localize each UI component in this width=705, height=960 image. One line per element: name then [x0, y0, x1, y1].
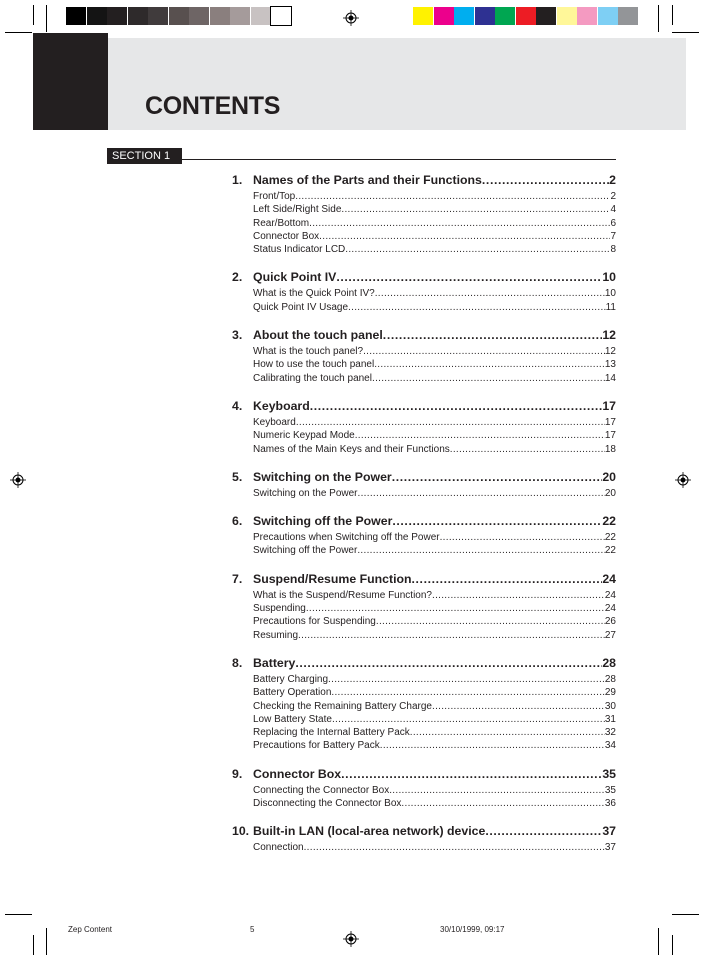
entry-page: 6: [610, 217, 616, 229]
gray-swatch: [271, 7, 291, 25]
toc-entry[interactable]: [253, 203, 616, 216]
toc-chapter: [232, 398, 616, 456]
entry-page: 13: [604, 359, 616, 371]
toc-entry[interactable]: [253, 784, 616, 797]
entry-title: Precautions for Battery Pack: [253, 740, 380, 752]
chapter-page: 35: [602, 766, 616, 781]
dot-leader: [355, 429, 605, 442]
toc-entry[interactable]: [253, 531, 616, 544]
entry-page: 29: [604, 687, 616, 699]
toc-chapter: [232, 327, 616, 385]
dot-leader: [380, 739, 605, 752]
color-swatch: [536, 7, 556, 25]
entry-page: 22: [604, 532, 616, 544]
chapter-title: Quick Point IV: [253, 270, 337, 285]
chapter-items: [253, 531, 616, 558]
dot-leader: [348, 301, 606, 314]
crop-mark: [46, 928, 47, 955]
gray-swatch: [210, 7, 230, 25]
entry-title: Quick Point IV Usage: [253, 301, 349, 313]
toc-chapter: [232, 766, 616, 811]
chapter-title: Switching off the Power: [253, 514, 393, 529]
dot-leader: [372, 372, 605, 385]
entry-title: Left Side/Right Side: [253, 204, 342, 216]
dot-leader: [450, 443, 605, 456]
entry-page: 35: [604, 784, 616, 796]
chapter-items: [253, 589, 616, 642]
entry-page: 4: [610, 204, 616, 216]
chapter-title: Suspend/Resume Function: [253, 571, 412, 586]
toc-entry[interactable]: [253, 589, 616, 602]
toc-entry[interactable]: [253, 372, 616, 385]
dot-leader: [363, 345, 605, 358]
crop-mark: [672, 935, 673, 955]
chapter-page: 37: [602, 824, 616, 839]
entry-title: Low Battery State: [253, 713, 332, 725]
chapter-number: 5.: [232, 469, 243, 484]
crop-mark: [46, 5, 47, 32]
crop-mark: [5, 32, 32, 33]
chapter-number: 7.: [232, 571, 243, 586]
toc-entry[interactable]: [253, 797, 616, 810]
toc-chapter: [232, 655, 616, 753]
toc-chapter-row[interactable]: [232, 766, 616, 783]
color-swatch: [413, 7, 433, 25]
entry-title: Disconnecting the Connector Box: [253, 798, 402, 810]
entry-title: Resuming: [253, 629, 299, 641]
color-swatch: [454, 7, 474, 25]
gray-swatch: [66, 7, 86, 25]
entry-page: 11: [605, 301, 616, 313]
toc-entry[interactable]: [253, 217, 616, 230]
crop-mark: [658, 928, 659, 955]
color-swatch: [516, 7, 536, 25]
chapter-title: Switching on the Power: [253, 469, 392, 484]
entry-page: 24: [604, 589, 616, 601]
dot-leader: [383, 327, 603, 344]
registration-mark-icon: [10, 472, 26, 488]
entry-title: Battery Operation: [253, 687, 332, 699]
dot-leader: [310, 398, 603, 415]
toc-entry[interactable]: [253, 416, 616, 429]
dot-leader: [309, 217, 610, 230]
gray-swatch: [251, 7, 271, 25]
entry-page: 31: [604, 713, 616, 725]
color-swatch: [618, 7, 638, 25]
chapter-items: [253, 287, 616, 314]
dot-leader: [358, 487, 605, 500]
toc-entry[interactable]: [253, 602, 616, 615]
crop-mark: [33, 5, 34, 25]
dot-leader: [298, 629, 605, 642]
entry-page: 32: [604, 727, 616, 739]
toc-entry[interactable]: [253, 700, 616, 713]
chapter-number: 9.: [232, 766, 243, 781]
chapter-items: [253, 487, 616, 500]
dot-leader: [412, 571, 603, 588]
dot-leader: [332, 713, 605, 726]
entry-page: 24: [604, 603, 616, 615]
footer-file-name: Zep Content: [68, 925, 113, 934]
dot-leader: [374, 358, 605, 371]
chapter-number: 10.: [232, 824, 250, 839]
crop-mark: [672, 32, 699, 33]
footer-page-number: 5: [250, 925, 255, 934]
toc-entry[interactable]: [253, 358, 616, 371]
chapter-items: [253, 190, 616, 256]
crop-mark: [658, 5, 659, 32]
entry-page: 26: [604, 616, 616, 628]
entry-title: Connecting the Connector Box: [253, 784, 390, 796]
header-band: [33, 38, 686, 130]
entry-title: Names of the Main Keys and their Functions: [253, 443, 450, 455]
toc-chapter: [232, 172, 616, 256]
registration-mark-icon: [343, 10, 359, 26]
crop-mark: [5, 914, 32, 915]
entry-title: Calibrating the touch panel: [253, 372, 372, 384]
registration-mark-icon: [343, 931, 359, 947]
toc-entry[interactable]: [253, 686, 616, 699]
entry-title: Precautions when Switching off the Power: [253, 532, 440, 544]
dot-leader: [295, 655, 602, 672]
crop-mark: [33, 935, 34, 955]
dot-leader: [306, 602, 605, 615]
color-swatch: [495, 7, 515, 25]
dot-leader: [341, 203, 610, 216]
toc-entry[interactable]: [253, 230, 616, 243]
gray-swatch: [87, 7, 107, 25]
chapter-number: 4.: [232, 398, 243, 413]
registration-mark-icon: [675, 472, 691, 488]
dot-leader: [341, 766, 602, 783]
gray-swatch: [128, 7, 148, 25]
dot-leader: [375, 287, 605, 300]
footer-timestamp: 30/10/1999, 09:17: [440, 925, 505, 934]
toc-entry[interactable]: [253, 841, 616, 854]
entry-page: 30: [604, 700, 616, 712]
toc-chapter: [232, 513, 616, 558]
gray-swatch: [148, 7, 168, 25]
chapter-title: Connector Box: [253, 766, 342, 781]
toc-chapter-row[interactable]: [232, 655, 616, 672]
dot-leader: [376, 615, 605, 628]
toc-entry[interactable]: [253, 443, 616, 456]
entry-title: Precautions for Suspending: [253, 616, 376, 628]
entry-page: 22: [604, 545, 616, 557]
toc-entry[interactable]: [253, 615, 616, 628]
chapter-number: 1.: [232, 173, 243, 187]
entry-page: 10: [604, 288, 616, 300]
dot-leader: [296, 416, 605, 429]
toc-entry[interactable]: [253, 713, 616, 726]
toc-chapter-row[interactable]: [232, 327, 616, 344]
chapter-items: [253, 841, 616, 854]
entry-page: 34: [604, 740, 616, 752]
dot-leader: [304, 841, 605, 854]
color-swatch: [475, 7, 495, 25]
chapter-number: 3.: [232, 328, 243, 343]
toc-chapter-row[interactable]: [232, 571, 616, 588]
dot-leader: [357, 544, 605, 557]
entry-title: Battery Charging: [253, 673, 329, 685]
dot-leader: [401, 797, 604, 810]
entry-page: 17: [604, 416, 616, 428]
entry-title: Checking the Remaining Battery Charge: [253, 700, 432, 712]
dot-leader: [319, 230, 610, 243]
color-swatch: [598, 7, 618, 25]
toc-entry[interactable]: [253, 190, 616, 203]
entry-page: 7: [610, 230, 616, 242]
dot-leader: [482, 172, 609, 189]
toc-entry[interactable]: [253, 429, 616, 442]
dot-leader: [389, 784, 605, 797]
dot-leader: [410, 726, 605, 739]
entry-page: 36: [604, 798, 616, 810]
entry-page: 37: [604, 842, 616, 854]
toc-entry[interactable]: [253, 301, 616, 314]
toc-chapter-row[interactable]: [232, 398, 616, 415]
dot-leader: [440, 531, 605, 544]
entry-page: 14: [604, 372, 616, 384]
dot-leader: [328, 673, 605, 686]
dot-leader: [432, 589, 605, 602]
chapter-title: Battery: [253, 655, 296, 670]
toc-chapter-row[interactable]: [232, 269, 616, 286]
chapter-items: [253, 673, 616, 753]
chapter-number: 8.: [232, 655, 243, 670]
toc-chapter-row[interactable]: [232, 823, 616, 840]
chapter-title: Built-in LAN (local-area network) device: [253, 824, 486, 839]
chapter-page: 24: [602, 571, 616, 586]
header-tab: [33, 33, 108, 130]
toc-entry[interactable]: [253, 243, 616, 256]
toc-chapter: [232, 269, 616, 314]
entry-page: 8: [610, 244, 616, 256]
entry-page: 20: [604, 487, 616, 499]
color-swatch: [557, 7, 577, 25]
gray-swatch: [107, 7, 127, 25]
gray-swatch: [169, 7, 189, 25]
dot-leader: [485, 823, 602, 840]
entry-title: Suspending: [253, 603, 306, 615]
entry-title: How to use the touch panel: [253, 359, 375, 371]
color-swatch: [577, 7, 597, 25]
crop-mark: [672, 5, 673, 25]
toc-entry[interactable]: [253, 673, 616, 686]
chapter-items: [253, 416, 616, 456]
chapter-page: 2: [609, 173, 616, 187]
entry-page: 28: [604, 673, 616, 685]
toc-chapter-row[interactable]: [232, 513, 616, 530]
entry-title: Numeric Keypad Mode: [253, 430, 355, 442]
page-title: CONTENTS: [145, 92, 281, 120]
toc-entry[interactable]: [253, 739, 616, 752]
entry-title: Switching on the Power: [253, 487, 358, 499]
chapter-number: 6.: [232, 514, 243, 529]
table-of-contents: [232, 172, 616, 868]
entry-page: 27: [604, 629, 616, 641]
toc-chapter-row[interactable]: [232, 469, 616, 486]
dot-leader: [336, 269, 602, 286]
toc-entry[interactable]: [253, 487, 616, 500]
gray-swatch: [189, 7, 209, 25]
toc-entry[interactable]: [253, 287, 616, 300]
entry-title: Keyboard: [253, 416, 296, 428]
toc-chapter-row[interactable]: [232, 172, 616, 189]
chapter-page: 17: [602, 398, 616, 413]
section-label: SECTION 1: [107, 148, 182, 164]
entry-title: Switching off the Power: [253, 545, 358, 557]
entry-title: What is the Quick Point IV?: [253, 288, 375, 300]
crop-mark: [672, 914, 699, 915]
chapter-items: [253, 784, 616, 811]
dot-leader: [331, 686, 605, 699]
entry-title: Rear/Bottom: [253, 217, 310, 229]
entry-title: Connection: [253, 842, 304, 854]
entry-page: 17: [604, 430, 616, 442]
entry-title: Status Indicator LCD: [253, 244, 346, 256]
chapter-page: 12: [602, 328, 616, 343]
chapter-items: [253, 345, 616, 385]
toc-chapter: [232, 469, 616, 500]
dot-leader: [392, 513, 602, 530]
entry-title: Front/Top: [253, 191, 296, 202]
entry-page: 2: [610, 191, 616, 202]
dot-leader: [432, 700, 605, 713]
toc-entry[interactable]: [253, 544, 616, 557]
entry-title: Connector Box: [253, 230, 320, 242]
entry-title: What is the Suspend/Resume Function?: [253, 589, 432, 601]
toc-chapter: [232, 571, 616, 642]
chapter-title: About the touch panel: [253, 328, 383, 343]
toc-entry[interactable]: [253, 345, 616, 358]
entry-title: What is the touch panel?: [253, 346, 364, 358]
toc-chapter: [232, 823, 616, 854]
entry-page: 12: [604, 346, 616, 358]
dot-leader: [295, 190, 610, 203]
entry-page: 18: [604, 443, 616, 455]
dot-leader: [345, 243, 610, 256]
dot-leader: [392, 469, 603, 486]
gray-swatch: [230, 7, 250, 25]
chapter-page: 22: [602, 514, 616, 529]
chapter-title: Keyboard: [253, 398, 310, 413]
toc-entry[interactable]: [253, 629, 616, 642]
entry-title: Replacing the Internal Battery Pack: [253, 727, 410, 739]
chapter-page: 20: [602, 469, 616, 484]
chapter-page: 10: [602, 270, 616, 285]
chapter-page: 28: [602, 655, 616, 670]
toc-entry[interactable]: [253, 726, 616, 739]
chapter-number: 2.: [232, 270, 243, 285]
section-rule: [182, 159, 616, 160]
color-swatch: [434, 7, 454, 25]
chapter-title: Names of the Parts and their Functions: [253, 173, 482, 187]
